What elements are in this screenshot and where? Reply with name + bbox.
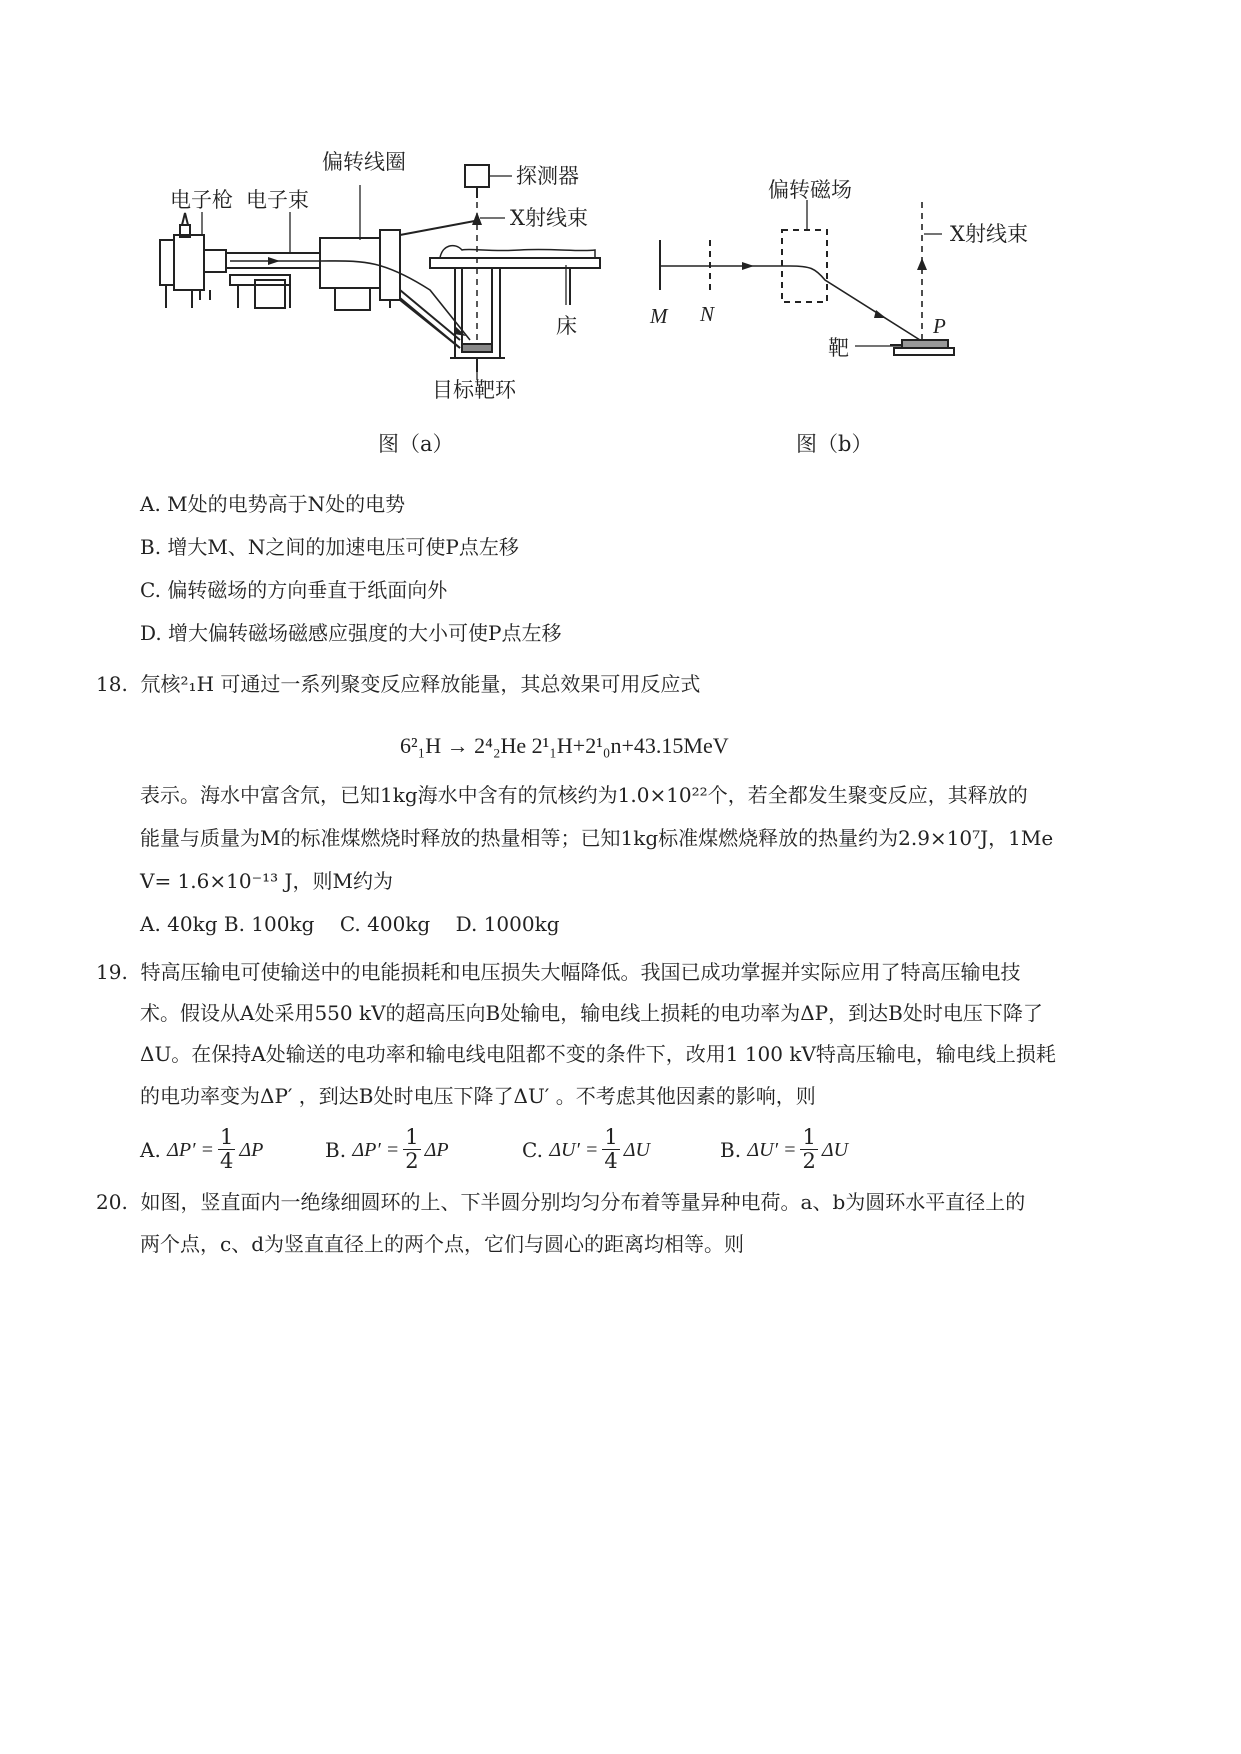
label-N: N bbox=[700, 302, 715, 326]
q19-line3: ΔU。在保持A处输送的电功率和输电线电阻都不变的条件下，改用1 100 kV特高压输电，输电线上损耗 bbox=[140, 1042, 1056, 1066]
label-beam: 电子束 bbox=[246, 188, 309, 212]
label-field: 偏转磁场 bbox=[768, 178, 852, 202]
q18-line1: 表示。海水中富含氘，已知1kg海水中含有的氘核约为1.0×10²²个，若全都发生聚变反应，其释放的 bbox=[140, 783, 1028, 807]
q17-option-a: A. M处的电势高于N处的电势 bbox=[140, 492, 406, 516]
label-xray-b: X射线束 bbox=[950, 222, 1028, 246]
q18-line2: 能量与质量为M的标准煤燃烧时释放的热量相等；已知1kg标准煤燃烧释放的热量约为2.9×10⁷J，1Me bbox=[140, 826, 1054, 850]
label-target: 靶 bbox=[828, 336, 849, 360]
q19-option-c: C. ΔU′ = $\frac{1}{4}$ ΔU bbox=[522, 1125, 650, 1174]
q20-line1: 20. 如图，竖直面内一绝缘细圆环的上、下半圆分别均匀分布着等量异种电荷。a、b为圆环水平直径上的 bbox=[96, 1190, 1026, 1214]
q19-line4: 的电功率变为ΔP′ ，到达B处时电压下降了ΔU′ 。不考虑其他因素的影响，则 bbox=[140, 1084, 816, 1108]
q18-line3: V= 1.6×10⁻¹³ J，则M约为 bbox=[140, 869, 394, 893]
q17-option-c: C. 偏转磁场的方向垂直于纸面向外 bbox=[140, 578, 448, 602]
q17-option-b: B. 增大M、N之间的加速电压可使P点左移 bbox=[140, 535, 519, 559]
caption-b: 图（b） bbox=[796, 432, 873, 456]
label-detector: 探测器 bbox=[516, 164, 579, 188]
label-gun: 电子枪 bbox=[170, 188, 233, 212]
q19-option-a: A. ΔP′ = $\frac{1}{4}$ ΔP bbox=[140, 1125, 264, 1174]
label-M: M bbox=[650, 304, 668, 328]
q17-option-d: D. 增大偏转磁场磁感应强度的大小可使P点左移 bbox=[140, 621, 562, 645]
q20-line2: 两个点，c、d为竖直直径上的两个点，它们与圆心的距离均相等。则 bbox=[140, 1232, 745, 1256]
label-bed: 床 bbox=[556, 314, 577, 338]
label-coil: 偏转线圈 bbox=[322, 150, 406, 174]
label-target-ring: 目标靶环 bbox=[432, 378, 516, 402]
q19-option-d: B. ΔU′ = $\frac{1}{2}$ ΔU bbox=[720, 1125, 849, 1174]
q19-line1: 19. 特高压输电可使输送中的电能损耗和电压损失大幅降低。我国已成功掌握并实际应用了特高压输电技 bbox=[96, 960, 1021, 984]
figure-b bbox=[650, 180, 1050, 380]
q18-equation: 6²₁H → 2⁴₂He 2¹₁H+2¹₀n+43.15MeV bbox=[400, 733, 729, 758]
q18-options: A. 40kg B. 100kg C. 400kg D. 1000kg bbox=[140, 912, 560, 936]
caption-a: 图（a） bbox=[378, 432, 454, 456]
q19-line2: 术。假设从A处采用550 kV的超高压向B处输电，输电线上损耗的电功率为ΔP，到达B处时电压下降了 bbox=[140, 1001, 1043, 1025]
label-xray-a: X射线束 bbox=[510, 206, 588, 230]
label-P: P bbox=[933, 314, 946, 338]
q18-stem: 18. 氘核²₁H 可通过一系列聚变反应释放能量，其总效果可用反应式 bbox=[96, 672, 701, 696]
q19-option-b: B. ΔP′ = $\frac{1}{2}$ ΔP bbox=[325, 1125, 449, 1174]
